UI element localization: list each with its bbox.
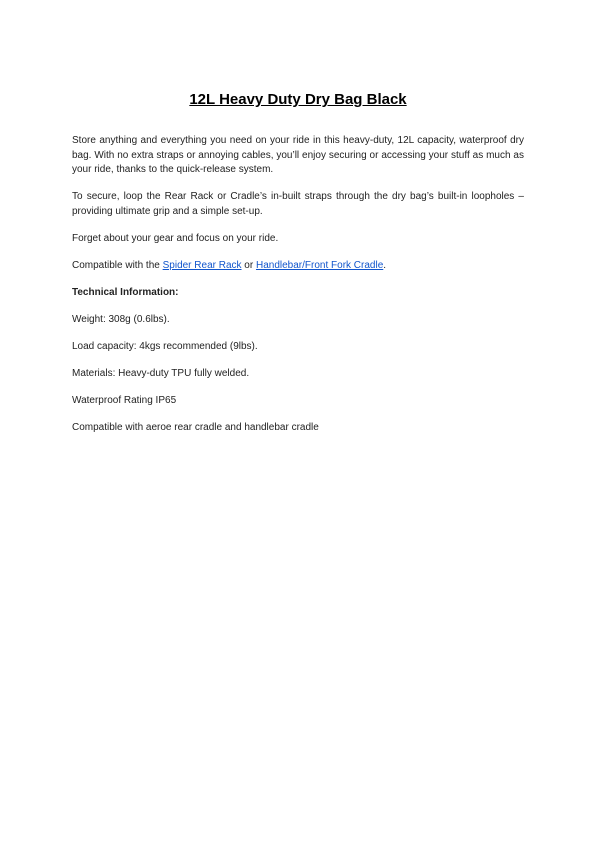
waterproof-rating-spec: Waterproof Rating IP65 (72, 394, 177, 406)
document-body (72, 134, 524, 448)
spider-rear-rack-link[interactable]: Spider Rear Rack (162, 259, 242, 271)
compatibility-suffix: . (383, 259, 387, 271)
technical-information-heading: Technical Information: (72, 286, 179, 298)
intro-paragraph: Store anything and everything you need on your ride in this heavy-duty, 12L capacity, waterproof dry bag. With no extra straps or annoying cables, you’ll enjoy securing or accessing your stuff as much as your ride, thanks to the quick-release system. (72, 135, 524, 175)
load-capacity-spec: Load capacity: 4kgs recommended (9lbs). (72, 340, 258, 352)
compatibility-paragraph (72, 259, 524, 274)
securing-paragraph: To secure, loop the Rear Rack or Cradle’s in-built straps through the dry bag’s built-in loopholes – providing ultimate grip and a simple set-up. (72, 191, 524, 217)
weight-spec: Weight: 308g (0.6lbs). (72, 313, 170, 325)
focus-paragraph: Forget about your gear and focus on your ride. (72, 232, 279, 244)
compatibility-prefix: Compatible with the (72, 259, 163, 271)
compatibility-spec: Compatible with aeroe rear cradle and handlebar cradle (72, 421, 319, 433)
compatibility-or: or (241, 259, 256, 271)
document-title: 12L Heavy Duty Dry Bag Black (189, 91, 407, 108)
handlebar-cradle-link[interactable]: Handlebar/Front Fork Cradle (255, 259, 384, 271)
materials-spec: Materials: Heavy-duty TPU fully welded. (72, 367, 250, 379)
